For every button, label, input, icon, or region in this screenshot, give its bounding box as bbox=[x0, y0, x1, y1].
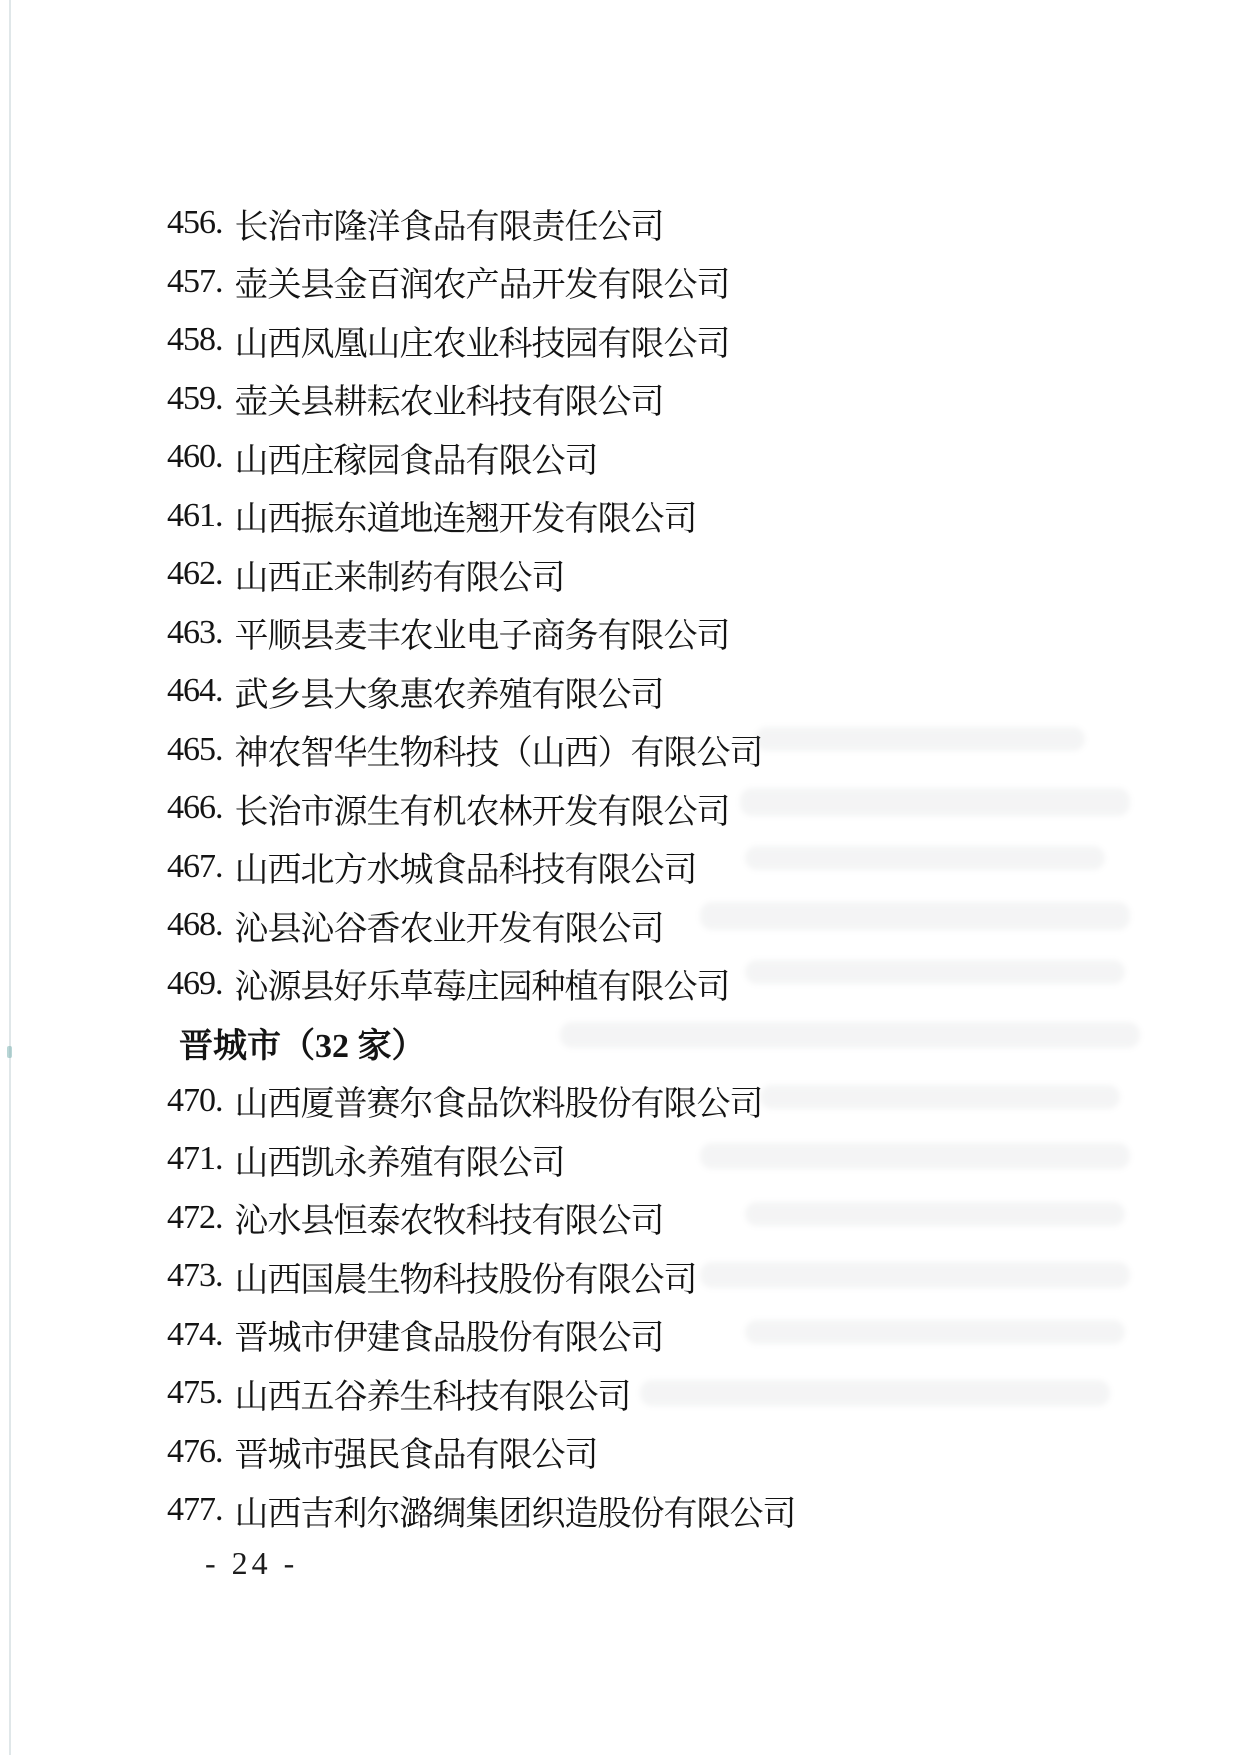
list-item bbox=[167, 1481, 796, 1540]
scan-artifact bbox=[745, 846, 1105, 870]
list-item bbox=[167, 194, 796, 253]
section-heading: 晋城市（32 家） bbox=[179, 1027, 426, 1065]
company-name: 山西正来制药有限公司 bbox=[234, 559, 565, 597]
item-number: 473. bbox=[167, 1257, 223, 1295]
list-item bbox=[167, 1189, 796, 1248]
scan-speck bbox=[7, 1046, 12, 1058]
list-item bbox=[167, 1247, 796, 1306]
company-name: 山西厦普赛尔食品饮料股份有限公司 bbox=[234, 1086, 763, 1124]
list-item bbox=[167, 487, 796, 546]
list-item bbox=[167, 545, 796, 604]
scan-artifact bbox=[745, 1320, 1125, 1344]
item-number: 456. bbox=[167, 204, 223, 242]
scan-artifact bbox=[745, 1202, 1125, 1226]
item-number: 461. bbox=[167, 496, 223, 534]
company-name: 武乡县大象惠农养殖有限公司 bbox=[234, 676, 664, 714]
item-number: 457. bbox=[167, 262, 223, 300]
company-name: 山西凯永养殖有限公司 bbox=[234, 1144, 565, 1182]
item-number: 475. bbox=[167, 1374, 223, 1412]
item-number: 468. bbox=[167, 906, 223, 944]
list-item bbox=[167, 896, 796, 955]
company-name: 平顺县麦丰农业电子商务有限公司 bbox=[234, 618, 730, 656]
company-name: 沁水县恒泰农牧科技有限公司 bbox=[234, 1203, 664, 1241]
item-number: 460. bbox=[167, 438, 223, 476]
scan-artifact bbox=[760, 1085, 1120, 1109]
item-number: 459. bbox=[167, 379, 223, 417]
list-item bbox=[167, 955, 796, 1014]
item-number: 474. bbox=[167, 1315, 223, 1353]
company-list bbox=[167, 194, 796, 1540]
company-name: 山西凤凰山庄农业科技园有限公司 bbox=[234, 325, 730, 363]
list-item bbox=[167, 721, 796, 780]
list-item bbox=[167, 1423, 796, 1482]
item-number: 470. bbox=[167, 1081, 223, 1119]
item-number: 464. bbox=[167, 672, 223, 710]
list-item bbox=[167, 1072, 796, 1131]
item-number: 466. bbox=[167, 789, 223, 827]
scan-edge-line bbox=[9, 0, 11, 1755]
company-name: 山西国晨生物科技股份有限公司 bbox=[234, 1261, 697, 1299]
list-item bbox=[167, 428, 796, 487]
list-item bbox=[167, 1130, 796, 1189]
list-item bbox=[167, 779, 796, 838]
scan-artifact bbox=[740, 788, 1130, 816]
company-name: 晋城市强民食品有限公司 bbox=[234, 1437, 598, 1475]
item-number: 458. bbox=[167, 321, 223, 359]
company-name: 壶关县金百润农产品开发有限公司 bbox=[234, 267, 730, 305]
list-item bbox=[167, 1306, 796, 1365]
item-number: 476. bbox=[167, 1432, 223, 1470]
company-name: 沁县沁谷香农业开发有限公司 bbox=[234, 910, 664, 948]
item-number: 465. bbox=[167, 730, 223, 768]
company-name: 山西五谷养生科技有限公司 bbox=[234, 1378, 631, 1416]
company-name: 长治市隆洋食品有限责任公司 bbox=[234, 208, 664, 246]
page-number: - 24 - bbox=[205, 1545, 299, 1581]
item-number: 472. bbox=[167, 1198, 223, 1236]
list-item bbox=[167, 604, 796, 663]
company-name: 沁源县好乐草莓庄园种植有限公司 bbox=[234, 969, 730, 1007]
list-item bbox=[167, 1364, 796, 1423]
list-item bbox=[167, 838, 796, 897]
item-number: 477. bbox=[167, 1491, 223, 1529]
scan-artifact bbox=[745, 960, 1125, 984]
item-number: 463. bbox=[167, 613, 223, 651]
list-item bbox=[167, 253, 796, 312]
company-name: 神农智华生物科技（山西）有限公司 bbox=[234, 735, 763, 773]
list-item bbox=[167, 311, 796, 370]
item-number: 469. bbox=[167, 964, 223, 1002]
company-name: 长治市源生有机农林开发有限公司 bbox=[234, 793, 730, 831]
company-name: 山西振东道地连翘开发有限公司 bbox=[234, 501, 697, 539]
scan-artifact bbox=[755, 727, 1085, 751]
item-number: 467. bbox=[167, 847, 223, 885]
list-item bbox=[167, 370, 796, 429]
company-name: 壶关县耕耘农业科技有限公司 bbox=[234, 384, 664, 422]
company-name: 山西庄稼园食品有限公司 bbox=[234, 442, 598, 480]
item-number: 471. bbox=[167, 1140, 223, 1178]
company-name: 山西吉利尔潞绸集团织造股份有限公司 bbox=[234, 1495, 796, 1533]
item-number: 462. bbox=[167, 555, 223, 593]
company-name: 晋城市伊建食品股份有限公司 bbox=[234, 1320, 664, 1358]
list-item bbox=[167, 662, 796, 721]
company-name: 山西北方水城食品科技有限公司 bbox=[234, 852, 697, 890]
